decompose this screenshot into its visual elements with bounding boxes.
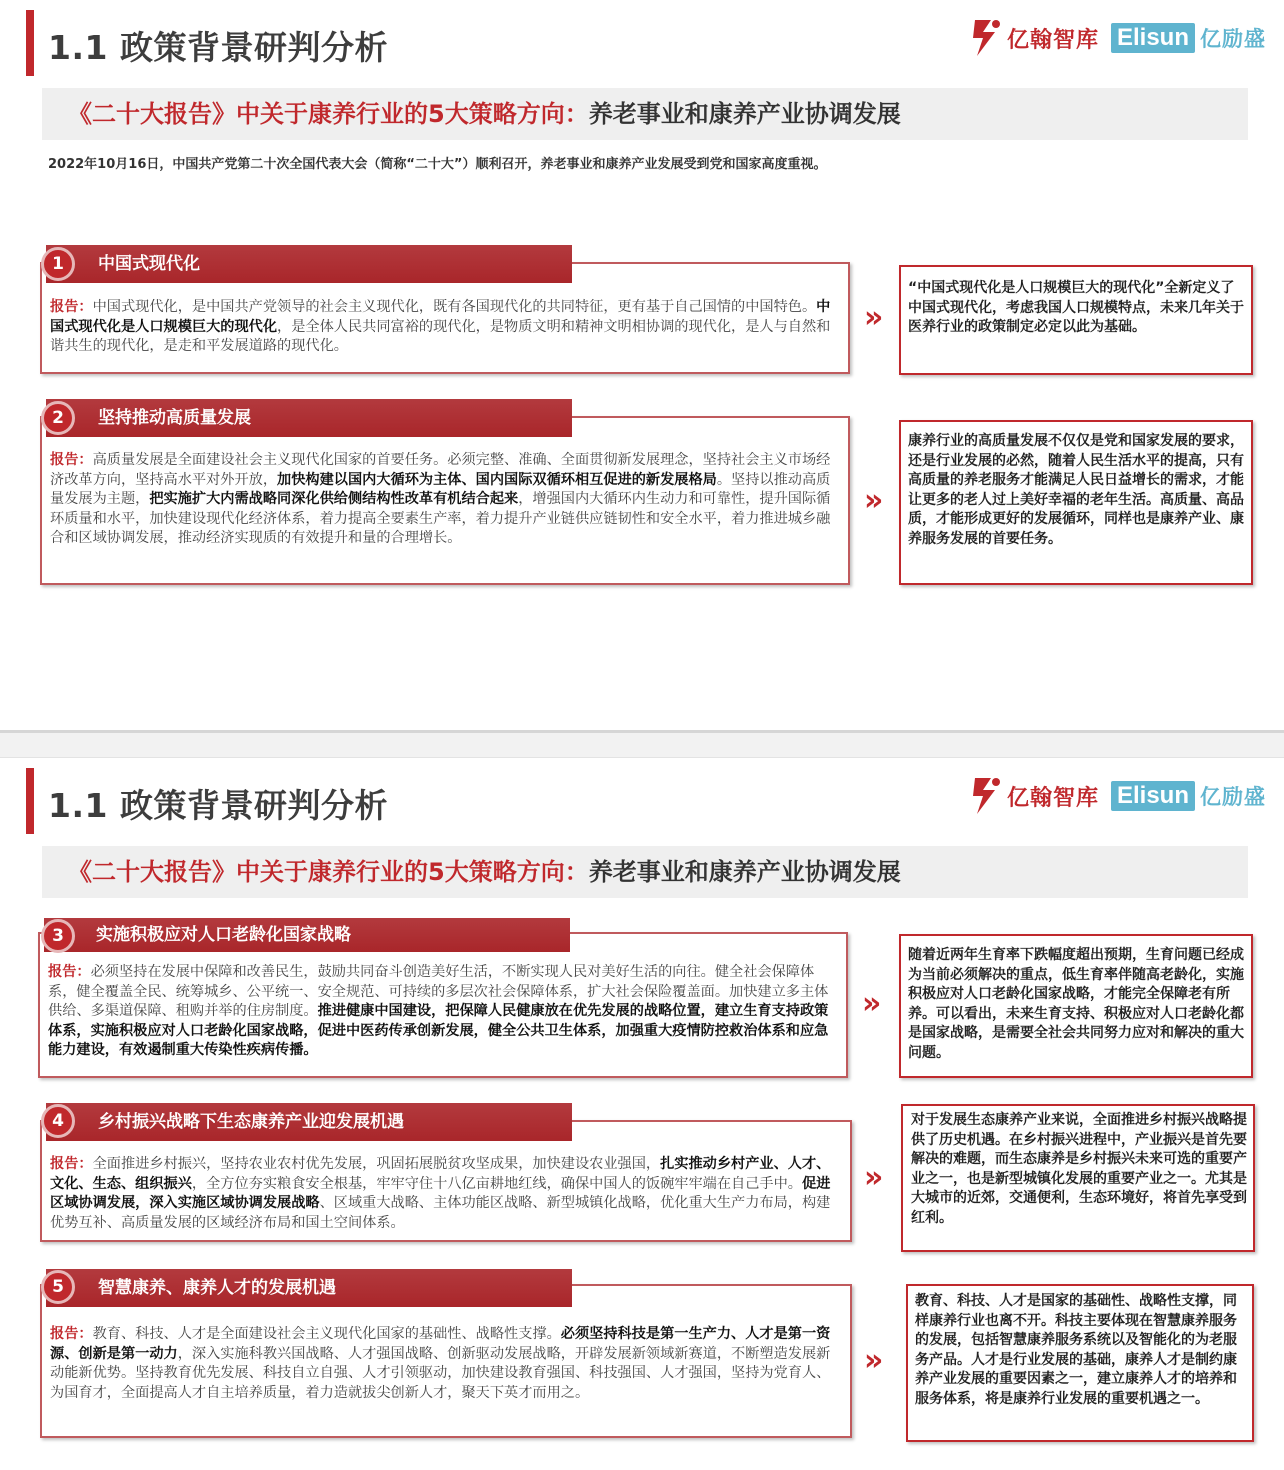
- section-title-3: 实施积极应对人口老龄化国家战略: [44, 918, 570, 952]
- report-label: 报告：: [48, 964, 91, 980]
- section-title-5: 智慧康养、康养人才的发展机遇: [46, 1269, 572, 1307]
- section-text-5: [50, 1325, 842, 1403]
- subtitle-red: 《二十大报告》中关于康养行业的5大策略方向：: [68, 858, 589, 886]
- report-run: 全面推进乡村振兴，坚持农业农村优先发展，巩固拓展脱贫攻坚成果，加快建设农业强国，: [92, 1156, 661, 1172]
- logo-yihan-text: 亿翰智库: [1006, 785, 1099, 811]
- slide-2: [0, 758, 1284, 1470]
- report-emphasis: 中国式现代化是人口规模巨大的现代化: [50, 299, 831, 335]
- section-number-2: 2: [41, 401, 75, 435]
- report-label: 报告：: [50, 299, 93, 315]
- slide-divider: [0, 730, 1284, 758]
- report-run: 。坚持以推动高质量发展为主题，: [50, 471, 831, 507]
- slide-1: [0, 0, 1284, 730]
- chevron-right-icon: »: [864, 300, 884, 335]
- subtitle-dark: 养老事业和康养产业协调发展: [588, 858, 901, 886]
- logo-yilisheng-text: 亿励盛: [1200, 785, 1266, 809]
- report-label: 报告：: [50, 452, 93, 468]
- section-number-3: 3: [41, 919, 75, 953]
- subtitle-dark: 养老事业和康养产业协调发展: [588, 100, 901, 128]
- section-number-4: 4: [41, 1104, 75, 1138]
- report-run: ，增强国内大循环内生动力和可靠性，提升国际循环质量和水平，加快建设现代化经济体系，着力提高全要素生产率，着力提升产业链供应链韧性和安全水平，着力推进城乡融合和区域协调发展，推动经济实现质的有效提升和量的合理增长。: [50, 491, 831, 546]
- comment-text-2: 康养行业的高质量发展不仅仅是党和国家发展的要求，还是行业发展的必然，随着人民生活水平的提高，只有高质量的养老服务才能满足人民日益增长的需求，才能让更多的老人过上美好幸福的老年生活。高质量、高品质，才能形成更好的发展循环，同样也是康养产业、康养服务发展的首要任务。: [908, 433, 1244, 547]
- chevron-right-icon: »: [864, 1343, 884, 1378]
- logo-elisun-text: Elisun: [1111, 23, 1195, 53]
- subtitle-red: 《二十大报告》中关于康养行业的5大策略方向：: [68, 100, 589, 128]
- header-accent-bar: [26, 768, 34, 834]
- report-run: 中国式现代化，是中国共产党领导的社会主义现代化，既有各国现代化的共同特征，更有基于自己国情的中国特色。: [92, 299, 817, 315]
- comment-text-5: 教育、科技、人才是国家的基础性、战略性支撑，同样康养行业也离不开。科技主要体现在智慧康养服务的发展，包括智慧康养服务系统以及智能化的为老服务产品。人才是行业发展的基础，康养人才是制约康养产业发展的重要因素之一，建立康养人才的培养和服务体系，将是康养行业发展的重要机遇之一。: [915, 1293, 1237, 1407]
- report-run: ，全方位夯实粮食安全根基，牢牢守住十八亿亩耕地红线，确保中国人的饭碗牢牢端在自己手中。: [191, 1175, 802, 1192]
- report-label: 报告：: [50, 1326, 93, 1342]
- section-number-5: 5: [41, 1270, 75, 1304]
- brand-logos: [969, 774, 1266, 818]
- report-run: 教育、科技、人才是全面建设社会主义现代化国家的基础性、战略性支撑。: [92, 1326, 561, 1342]
- yihan-logo-icon: [969, 16, 1003, 60]
- section-number-1: 1: [41, 247, 75, 281]
- report-run: ，深入实施科教兴国战略、人才强国战略、创新驱动发展战略，开辟发展新领域新赛道，不断塑造发展新动能新优势。坚持教育优先发展、科技自立自强、人才引领驱动，加快建设教育强国、科技强国、人才强国，坚持为党育人、为国育才，全面提高人才自主培养质量，着力造就拔尖创新人才，聚天下英才而用之。: [50, 1345, 831, 1401]
- section-title-1: 中国式现代化: [46, 245, 572, 283]
- report-emphasis: 加快构建以国内大循环为主体、国内国际双循环相互促进的新发展格局: [277, 471, 717, 488]
- page-title: 1.1 政策背景研判分析: [48, 786, 388, 825]
- section-text-3: [48, 963, 840, 1061]
- page-title: 1.1 政策背景研判分析: [48, 28, 388, 67]
- report-run: 必须坚持在发展中保障和改善民生，鼓励共同奋斗创造美好生活，不断实现人民对美好生活的向往。健全社会保障体系，健全覆盖全民、统筹城乡、公平统一、安全规范、可持续的多层次社会保障体系，扩大社会保险覆盖面。加快建立多主体供给、多渠道保障、租购并举的住房制度。: [48, 964, 829, 1019]
- comment-text-4: 对于发展生态康养产业来说，全面推进乡村振兴战略提供了历史机遇。在乡村振兴进程中，产业振兴是首先要解决的难题，而生态康养是乡村振兴未来可选的重要产业之一，也是新型城镇化发展的重要产业之一。尤其是大城市的近郊，交通便利，生态环境好，将首先享受到红利。: [911, 1112, 1247, 1226]
- chevron-right-icon: »: [864, 1160, 884, 1195]
- brand-logos: [969, 16, 1266, 60]
- report-emphasis: 把实施扩大内需战略同深化供给侧结构性改革有机结合起来: [149, 491, 519, 507]
- chevron-right-icon: »: [864, 483, 884, 518]
- section-text-2: [50, 451, 840, 549]
- report-emphasis: 推进健康中国建设，把保障人民健康放在优先发展的战略位置，建立生育支持政策体系，实施积极应对人口老龄化国家战略，促进中医药传承创新发展，健全公共卫生体系，加强重大疫情防控救治体系和应急能力建设，有效遏制重大传染性疾病传播。: [48, 1003, 829, 1058]
- section-text-1: [50, 298, 840, 357]
- comment-text-1: “中国式现代化是人口规模巨大的现代化”全新定义了中国式现代化，考虑我国人口规模特点，未来几年关于医养行业的政策制定必定以此为基础。: [908, 280, 1244, 336]
- logo-elisun-text: Elisun: [1111, 781, 1195, 811]
- section-title-2: 坚持推动高质量发展: [46, 399, 572, 437]
- slide-subtitle: [42, 846, 1248, 898]
- logo-yihan-text: 亿翰智库: [1006, 27, 1099, 53]
- header-accent-bar: [26, 10, 34, 76]
- slide-subtitle: [42, 88, 1248, 140]
- section-title-4: 乡村振兴战略下生态康养产业迎发展机遇: [46, 1103, 572, 1141]
- report-emphasis: 扎实推动乡村产业、人才、文化、生态、组织振兴: [50, 1156, 831, 1192]
- report-run: 、区域重大战略、主体功能区战略、新型城镇化战略，优化重大生产力布局，构建优势互补、高质量发展的区域经济布局和国土空间体系。: [50, 1195, 831, 1231]
- report-emphasis: 促进区域协调发展，深入实施区域协调发展战略: [50, 1175, 831, 1211]
- report-run: 高质量发展是全面建设社会主义现代化国家的首要任务。必须完整、准确、全面贯彻新发展理念，坚持社会主义市场经济改革方向，坚持高水平对外开放，: [50, 452, 831, 488]
- report-run: ，是全体人民共同富裕的现代化，是物质文明和精神文明相协调的现代化，是人与自然和谐共生的现代化，是走和平发展道路的现代化。: [50, 318, 831, 354]
- logo-yilisheng-text: 亿励盛: [1200, 27, 1266, 51]
- yihan-logo-icon: [969, 774, 1003, 818]
- report-emphasis: 必须坚持科技是第一生产力、人才是第一资源、创新是第一动力: [50, 1326, 831, 1362]
- section-text-4: [50, 1155, 842, 1233]
- chevron-right-icon: »: [862, 986, 882, 1021]
- report-label: 报告：: [50, 1156, 93, 1172]
- comment-text-3: 随着近两年生育率下跌幅度超出预期，生育问题已经成为当前必须解决的重点，低生育率伴随高老龄化，实施积极应对人口老龄化国家战略，才能完全保障老有所养。可以看出，未来生育支持、积极应对人口老龄化都是国家战略，是需要全社会共同努力应对和解决的重大问题。: [908, 947, 1244, 1061]
- intro-text: 2022年10月16日，中国共产党第二十次全国代表大会（简称“二十大”）顺利召开，养老事业和康养产业发展受到党和国家高度重视。: [48, 157, 827, 172]
